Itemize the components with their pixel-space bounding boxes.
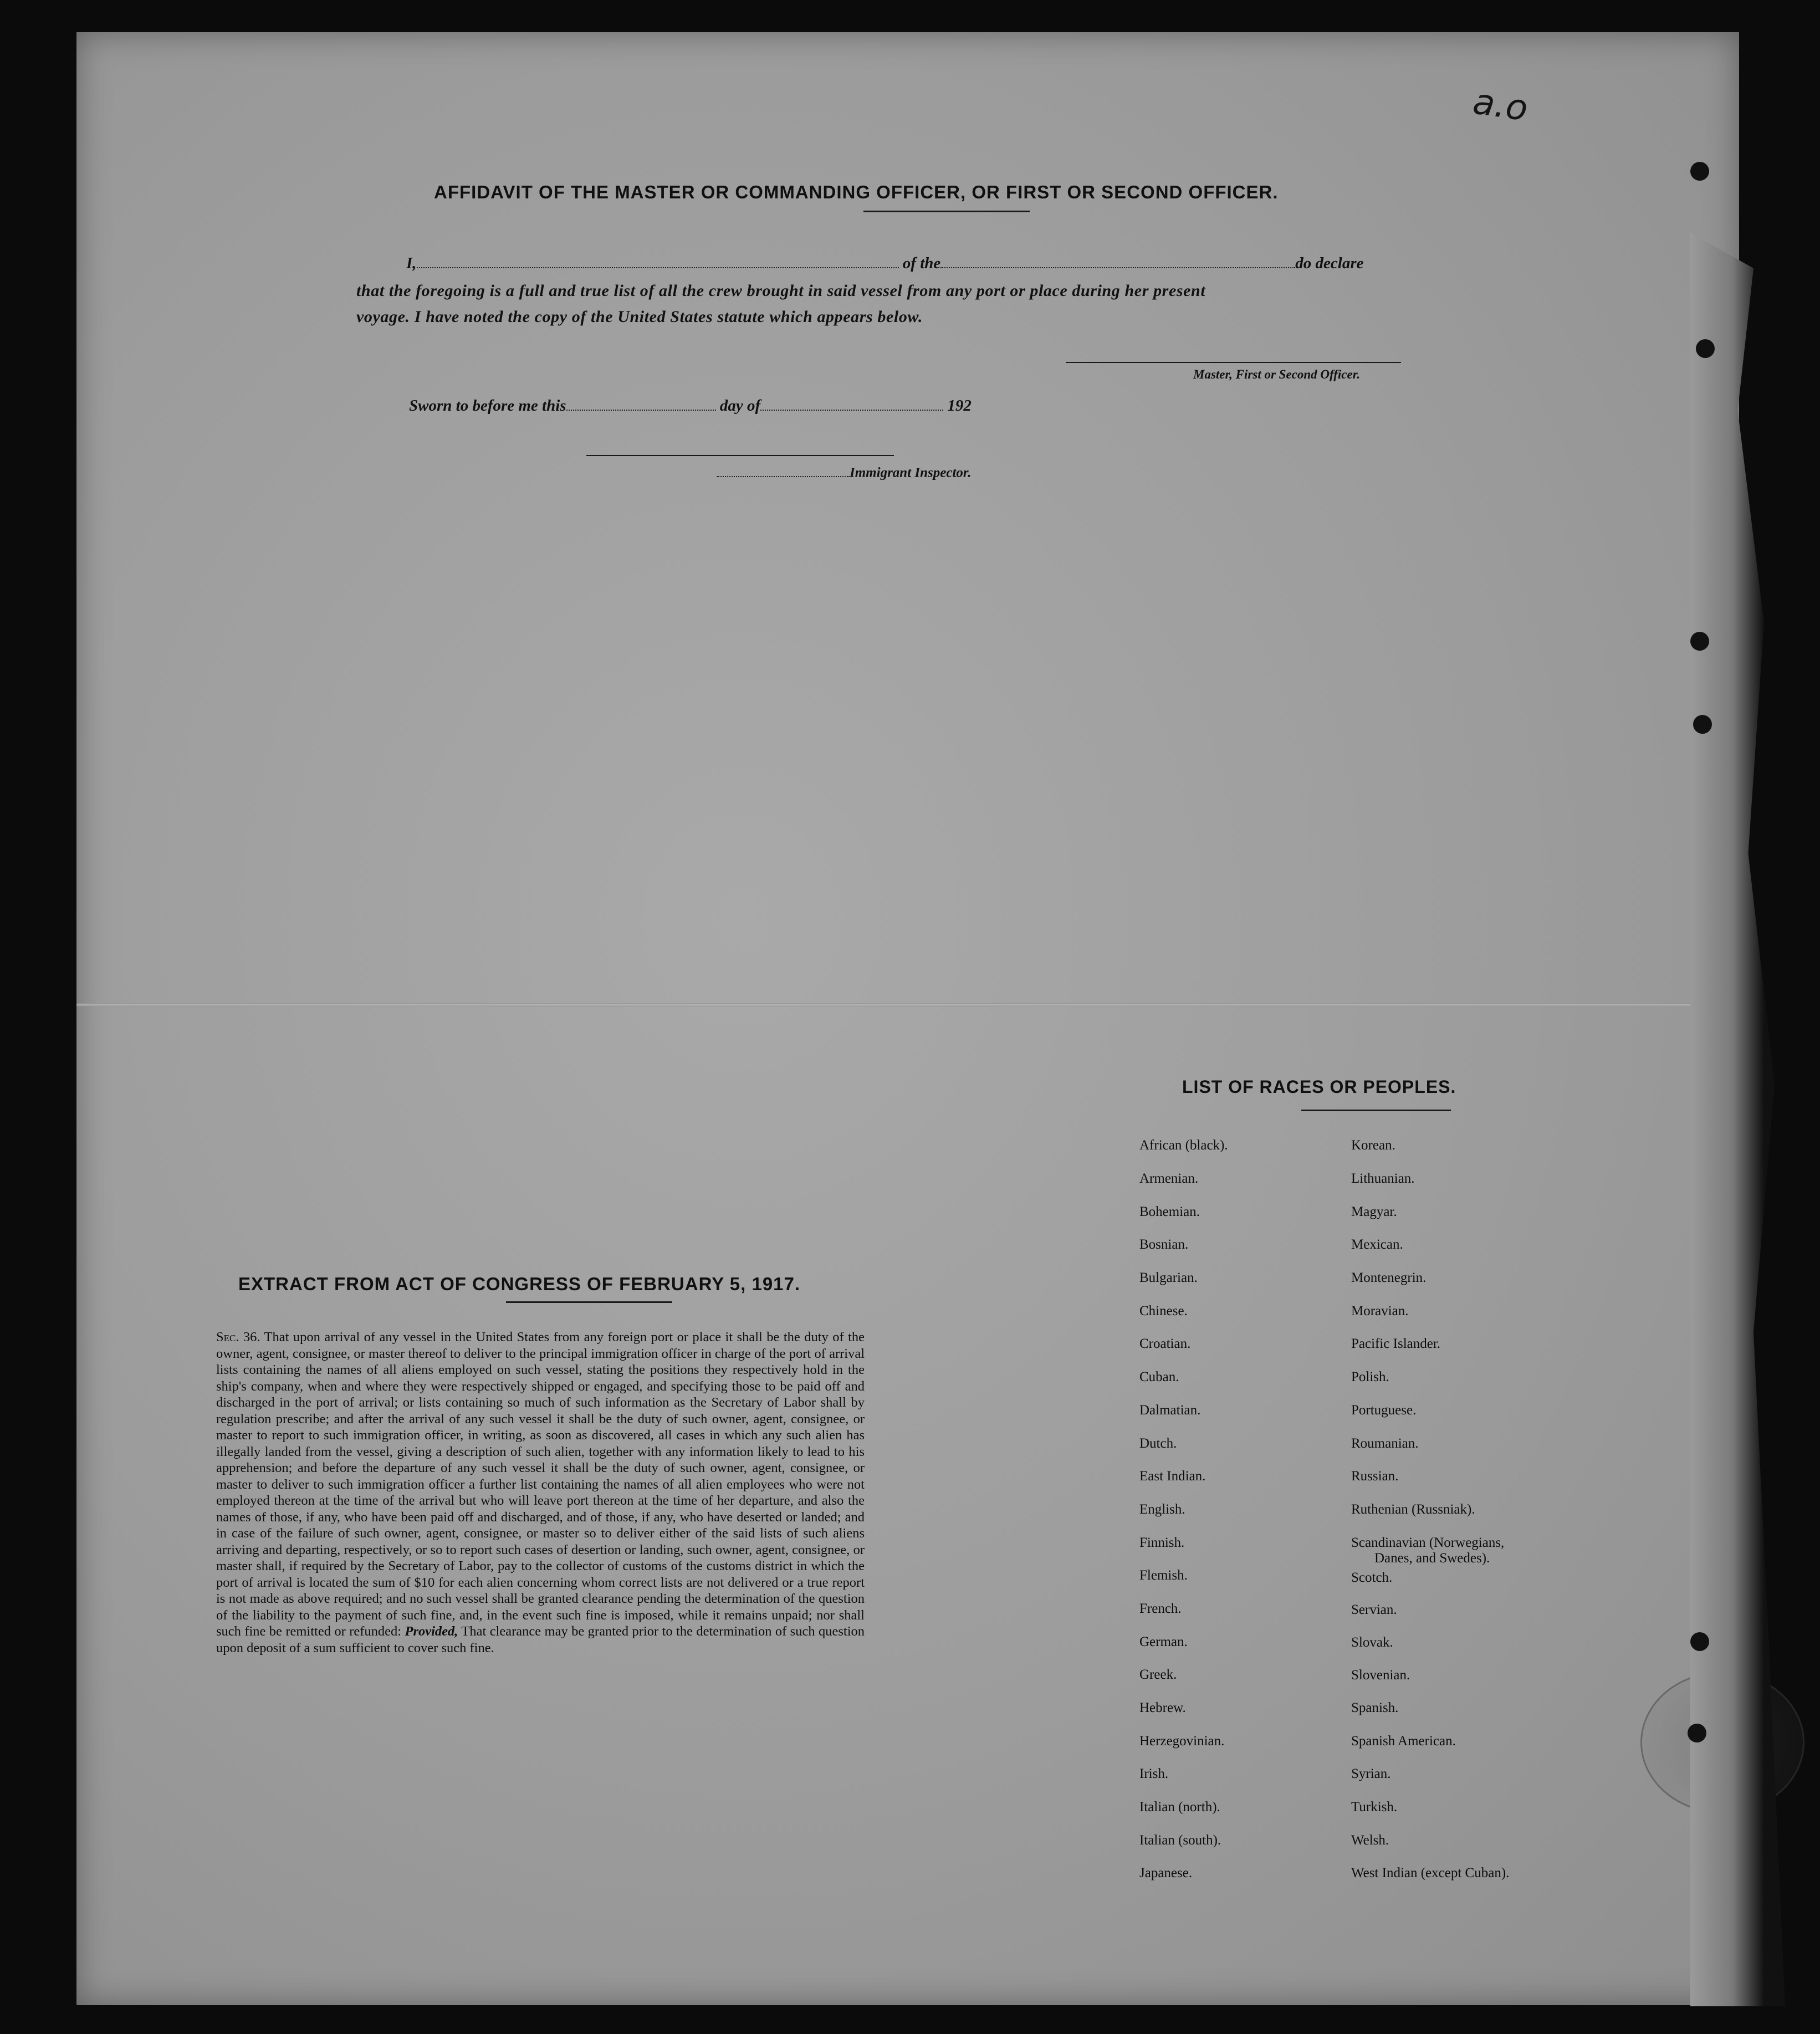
binding-hole <box>1690 1632 1709 1651</box>
race-item: Ruthenian (Russniak). <box>1351 1502 1475 1517</box>
races-title: LIST OF RACES OR PEOPLES. <box>1182 1077 1456 1097</box>
binding-hole <box>1688 1724 1706 1742</box>
affidavit-title: AFFIDAVIT OF THE MASTER OR COMMANDING OFFICER, OR FIRST OR SECOND OFFICER. <box>434 182 1279 202</box>
race-item: Syrian. <box>1351 1766 1391 1781</box>
race-item: Bosnian. <box>1139 1237 1189 1252</box>
affidavit-do-declare: do declare <box>1295 254 1364 273</box>
race-item: Slovenian. <box>1351 1668 1410 1683</box>
race-item: Scandinavian (Norwegians, <box>1351 1535 1505 1550</box>
race-item: West Indian (except Cuban). <box>1351 1866 1510 1880</box>
race-item: Flemish. <box>1139 1568 1188 1583</box>
section-text-end: That clearance may be granted prior to the determination of such question upon deposit of a sum sufficient to cover such fine. <box>216 1624 865 1655</box>
race-item: Servian. <box>1351 1602 1397 1617</box>
race-item: Korean. <box>1351 1138 1395 1153</box>
race-item: African (black). <box>1139 1138 1228 1153</box>
affidavit-line-1 <box>406 253 1363 273</box>
race-item: Hebrew. <box>1139 1700 1186 1715</box>
binding-hole <box>1690 632 1709 651</box>
race-item: German. <box>1139 1634 1188 1649</box>
affidavit-line-3: voyage. I have noted the copy of the United States statute which appears below. <box>356 308 923 326</box>
inspector-line <box>717 463 972 481</box>
affidavit-line-2: that the foregoing is a full and true list of all the crew brought in said vessel from any port or place during her present <box>356 282 1206 300</box>
race-item: Dalmatian. <box>1139 1403 1201 1418</box>
race-item: Italian (south). <box>1139 1833 1221 1848</box>
master-signature-label: Master, First or Second Officer. <box>1193 367 1361 381</box>
race-item: Lithuanian. <box>1351 1171 1415 1186</box>
document-page <box>76 32 1739 2005</box>
race-item: Spanish American. <box>1351 1734 1456 1749</box>
race-item: Greek. <box>1139 1667 1177 1682</box>
race-item: Cuban. <box>1139 1369 1179 1384</box>
race-item: Montenegrin. <box>1351 1270 1427 1285</box>
race-item-continuation: Danes, and Swedes). <box>1374 1551 1490 1566</box>
race-item: English. <box>1139 1502 1185 1517</box>
race-item: Irish. <box>1139 1766 1169 1781</box>
extract-title: EXTRACT FROM ACT OF CONGRESS OF FEBRUARY 5, 1917. <box>238 1274 801 1294</box>
race-item: Spanish. <box>1351 1700 1399 1715</box>
race-item: Chinese. <box>1139 1304 1188 1318</box>
affidavit-title-underline <box>863 211 1030 212</box>
sworn-day-of: day of <box>719 397 761 415</box>
affidavit-of-the: of the <box>902 254 941 273</box>
race-item: Roumanian. <box>1351 1436 1419 1451</box>
race-item: Armenian. <box>1139 1171 1199 1186</box>
section-text: That upon arrival of any vessel in the United States from any foreign port or place it shall be the duty of the owner, agent, consignee, or master thereof to deliver to the principal immigration officer in charge of the port of arrival lists containing the names of all aliens employed on such vessel, stating the positions they respectively hold in the ship's company, when and where they were respectively shipped or engaged, and specifying those to be paid off and discharged in the port of arrival; or lists containing so much of such information as the Secretary of Labor shall by regulation prescribe; and after the arrival of any such vessel it shall be the duty of such owner, agent, consignee, or master to report to such immigration officer, in writing, as soon as discovered, all cases in which any such alien has illegally landed from the vessel, giving a description of such alien, together with any information likely to lead to his apprehension; and before the departure of any such vessel it shall be the duty of such owner, agent, consignee, or master to deliver to such immigration officer a further list containing the names of all alien employees who were not employed thereon at the time of the arrival but who will leave port thereon at the time of her departure, and also the names of those, if any, who have been paid off and discharged, and of those, if any, who have deserted or landed; and in case of the failure of such owner, agent, consignee, or master so to deliver either of the said lists of such aliens arriving and departing, respectively, or so to report such cases of desertion or landing, such owner, agent, consignee, or master shall, if required by the Secretary of Labor, pay to the collector of customs of the customs district in which the port of arrival is located the sum of $10 for each alien concerning whom correct lists are not delivered or a true report is not made as above required; and no such vessel shall be granted clearance pending the determination of the question of the liability to the payment of such fine, and, in the event such fine is imposed, while it remains unpaid; nor shall such fine be remitted or refunded: <box>216 1330 865 1639</box>
inspector-label: Immigrant Inspector. <box>850 465 972 481</box>
races-title-underline <box>1301 1110 1451 1111</box>
binding-hole <box>1693 715 1712 734</box>
race-item: Finnish. <box>1139 1535 1185 1550</box>
inspector-signature-line <box>586 455 894 456</box>
race-item: Welsh. <box>1351 1833 1389 1848</box>
handwritten-corner-mark: a.o <box>1470 81 1531 130</box>
race-item: Japanese. <box>1139 1866 1193 1880</box>
binding-hole <box>1690 162 1709 181</box>
extract-body <box>216 1329 865 1656</box>
race-item: Bulgarian. <box>1139 1270 1198 1285</box>
race-item: Portuguese. <box>1351 1403 1417 1418</box>
race-item: Russian. <box>1351 1469 1399 1484</box>
race-item: Pacific Islander. <box>1351 1336 1441 1351</box>
sworn-line <box>409 395 972 415</box>
race-item: Polish. <box>1351 1369 1389 1384</box>
affidavit-i: I, <box>406 254 417 273</box>
race-item: Turkish. <box>1351 1800 1398 1815</box>
race-item: East Indian. <box>1139 1469 1206 1484</box>
section-label: Sec. 36. <box>216 1330 260 1345</box>
binding-hole <box>1696 339 1715 358</box>
sworn-year: 192 <box>947 397 972 415</box>
race-item: French. <box>1139 1601 1182 1616</box>
race-item: Scotch. <box>1351 1570 1393 1585</box>
race-item: Italian (north). <box>1139 1800 1220 1815</box>
extract-title-underline <box>506 1301 672 1303</box>
race-item: Herzegovinian. <box>1139 1734 1225 1749</box>
sworn-prefix: Sworn to before me this <box>409 397 566 415</box>
provided-word: Provided, <box>405 1624 458 1639</box>
race-item: Mexican. <box>1351 1237 1403 1252</box>
race-item: Dutch. <box>1139 1436 1177 1451</box>
race-item: Moravian. <box>1351 1304 1409 1318</box>
race-item: Croatian. <box>1139 1336 1191 1351</box>
master-signature-line <box>1066 362 1401 363</box>
race-item: Magyar. <box>1351 1204 1397 1219</box>
race-item: Bohemian. <box>1139 1204 1200 1219</box>
race-item: Slovak. <box>1351 1635 1393 1650</box>
